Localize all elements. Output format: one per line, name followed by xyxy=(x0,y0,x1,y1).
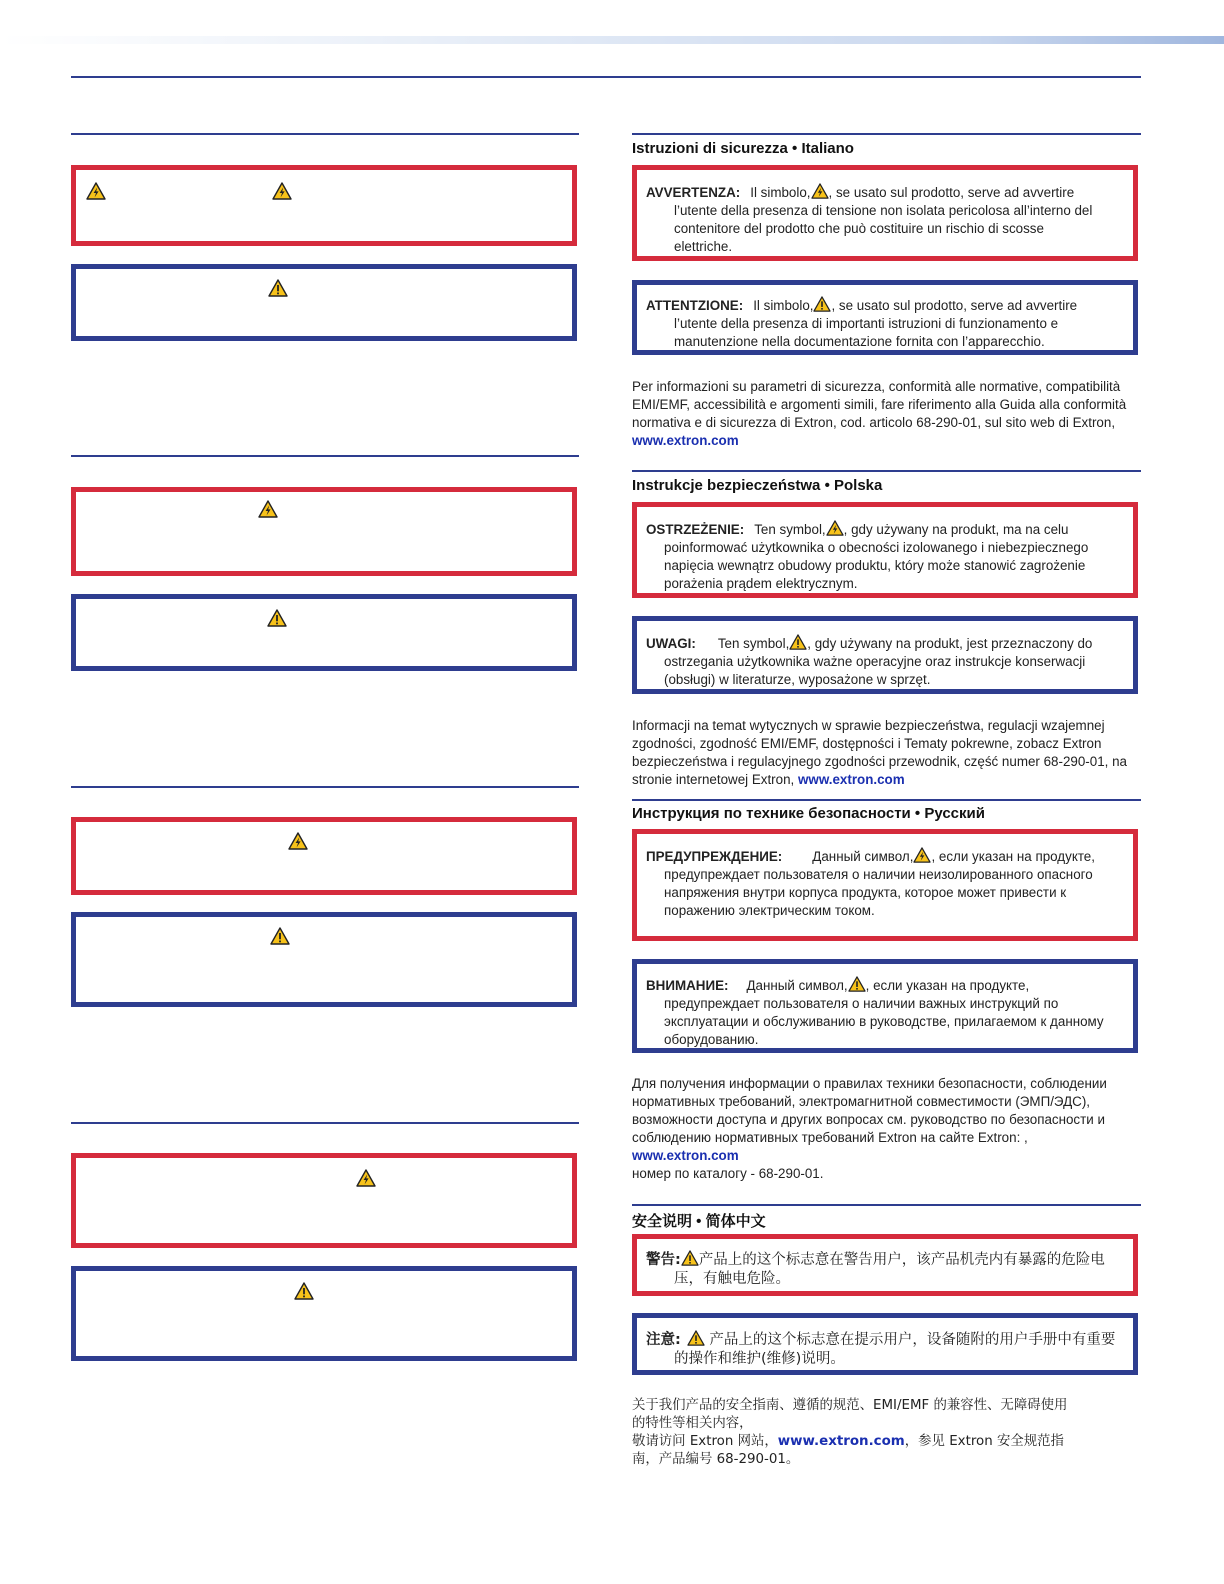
ru-caution-box xyxy=(632,959,1138,1053)
pl-caution-text: UWAGI: Ten symbol, , gdy używany na produkt, jest przeznaczony do ostrzegania użytkownika ważne operacyjne oraz instrukcje konserwacji (obsługi) w literaturze, wyposażone w sprzęt. xyxy=(646,636,1093,687)
it-warning-text: AVVERTENZA: Il simbolo, , se usato sul prodotto, serve ad avvertire l’utente della presenza di tensione non isolata pericolosa all’interno del contenitore del prodotto che può costituire un rischio di scosse elettriche. xyxy=(646,185,1093,254)
left-section-4-rule xyxy=(71,1122,579,1124)
it-info-paragraph: Per informazioni su parametri di sicurezza, conformità alle normative, compatibilità EMI/EMF, accessibilità e argomenti simili, fare riferimento alla Guida alla conformità normativa e di sicurezza di Extron, cod. articolo 68-290-01, sul sito web di Extron, www.extron.com xyxy=(632,379,1127,448)
warning-label: ПРЕДУПРЕЖДЕНИЕ: xyxy=(646,849,783,864)
electric-hazard-icon xyxy=(272,182,292,200)
pl-warning-box xyxy=(632,502,1138,598)
pl-info-paragraph: Informacji na temat wytycznych w sprawie bezpieczeństwa, regulacji wzajemnej zgodności, zgodność EMI/EMF, dostępności i Tematy pokrewne, zobacz Extron bezpieczeństwa i regulacyjnego zgodności przewodnik, część numer 68-290-01, na stronie internetowej Extron, www.extron.com xyxy=(632,718,1127,787)
caution-icon xyxy=(789,634,807,650)
electric-hazard-icon xyxy=(811,183,829,199)
pl-section-rule xyxy=(632,470,1141,472)
caution-icon xyxy=(687,1330,705,1346)
electric-hazard-icon xyxy=(826,520,844,536)
electric-hazard-icon xyxy=(86,182,106,200)
electric-hazard-icon xyxy=(356,1169,376,1187)
it-section-rule xyxy=(632,133,1141,135)
ru-warning-box xyxy=(632,829,1138,941)
extron-website-link[interactable]: www.extron.com xyxy=(777,1434,905,1449)
caution-icon xyxy=(267,609,287,627)
caution-icon xyxy=(848,976,866,992)
zh-info-paragraph: 关于我们产品的安全指南、遵循的规范、EMI/EMF 的兼容性、无障碍使用的特性等相关内容， 敬请访问 Extron 网站，www.extron.com，参见 Extron 安全规范指南，产品编号 68-290-01。 xyxy=(632,1398,1068,1467)
it-caution-box xyxy=(632,280,1138,355)
pl-warning-text: OSTRZEŻENIE: Ten symbol, , gdy używany na produkt, ma na celu poinformować użytkownika o obecności izolowanego i niebezpiecznego napięcia wewnątrz obudowy produktu, który może stanowić zagrożenie porażenia prądem elektrycznym. xyxy=(646,522,1089,591)
warning-label: AVVERTENZA: xyxy=(646,185,741,200)
extron-website-link[interactable]: www.extron.com xyxy=(632,433,739,448)
pl-caution-box xyxy=(632,616,1138,694)
electric-hazard-icon xyxy=(913,847,931,863)
zh-caution-box xyxy=(632,1313,1138,1375)
zh-warning-text: 警告: 产品上的这个标志意在警告用户，该产品机壳内有暴露的危险电压，有触电危险。 xyxy=(646,1252,1105,1287)
left-warning-box-2 xyxy=(71,487,577,576)
caution-label: ATTENTZIONE: xyxy=(646,298,744,313)
left-caution-box-1 xyxy=(71,264,577,341)
caution-icon xyxy=(270,927,290,945)
zh-section-title: 安全说明 • 简体中文 xyxy=(632,1213,766,1230)
left-section-1-rule xyxy=(71,133,579,135)
caution-icon xyxy=(294,1282,314,1300)
left-warning-box-1 xyxy=(71,165,577,246)
ru-info-paragraph: Для получения информации о правилах техники безопасности, соблюдении нормативных требований, электромагнитной совместимости (ЭМП/ЭДС), возможности доступа и других вопросах см. руководство по безопасности и соблюдению нормативных требований Extron на сайте Extron: , www.extron.com номер по каталогу - 68-290-01. xyxy=(632,1076,1107,1181)
left-section-2-rule xyxy=(71,455,579,457)
warning-label: 警告: xyxy=(646,1252,681,1268)
electric-hazard-icon xyxy=(258,500,278,518)
it-caution-text: ATTENTZIONE: Il simbolo, , se usato sul prodotto, serve ad avvertire l’utente della presenza di importanti istruzioni di funzionamento e manutenzione nella documentazione fornita con l’apparecchio. xyxy=(646,298,1078,349)
zh-caution-text: 注意: 产品上的这个标志意在提示用户，设备随附的用户手册中有重要的操作和维护(维修)说明。 xyxy=(646,1332,1116,1367)
caution-icon xyxy=(813,296,831,312)
electric-hazard-icon xyxy=(288,832,308,850)
warning-label: OSTRZEŻENIE: xyxy=(646,522,745,537)
header-gradient-bar xyxy=(0,36,1224,44)
caution-icon xyxy=(681,1250,699,1266)
ru-warning-text: ПРЕДУПРЕЖДЕНИЕ: Данный символ, , если указан на продукте, предупреждает пользователя о наличии неизолированного опасного напряжения внутри корпуса продукта, которое может привести к поражению электрическим током. xyxy=(646,849,1095,918)
extron-website-link[interactable]: www.extron.com xyxy=(798,772,905,787)
left-warning-box-3 xyxy=(71,817,577,895)
caution-label: 注意: xyxy=(646,1332,681,1348)
left-caution-box-3 xyxy=(71,912,577,1007)
left-caution-box-4 xyxy=(71,1266,577,1361)
it-section-title: Istruzioni di sicurezza • Italiano xyxy=(632,140,854,157)
caution-icon xyxy=(268,279,288,297)
zh-warning-box xyxy=(632,1234,1138,1296)
extron-website-link[interactable]: www.extron.com xyxy=(632,1148,739,1163)
caution-label: UWAGI: xyxy=(646,636,696,651)
caution-label: ВНИМАНИЕ: xyxy=(646,978,729,993)
zh-section-rule xyxy=(632,1204,1141,1206)
it-warning-box xyxy=(632,165,1138,261)
ru-section-title: Инструкция по технике безопасности • Русский xyxy=(632,805,985,822)
left-caution-box-2 xyxy=(71,594,577,671)
left-section-3-rule xyxy=(71,786,579,788)
left-warning-box-4 xyxy=(71,1153,577,1248)
ru-section-rule xyxy=(632,799,1141,801)
pl-section-title: Instrukcje bezpieczeństwa • Polska xyxy=(632,477,883,494)
ru-caution-text: ВНИМАНИЕ: Данный символ, , если указан на продукте, предупреждает пользователя о наличии важных инструкций по эксплуатации и обслуживанию в руководстве, прилагаемом к данному оборудованию. xyxy=(646,978,1104,1047)
header-rule xyxy=(71,76,1141,78)
